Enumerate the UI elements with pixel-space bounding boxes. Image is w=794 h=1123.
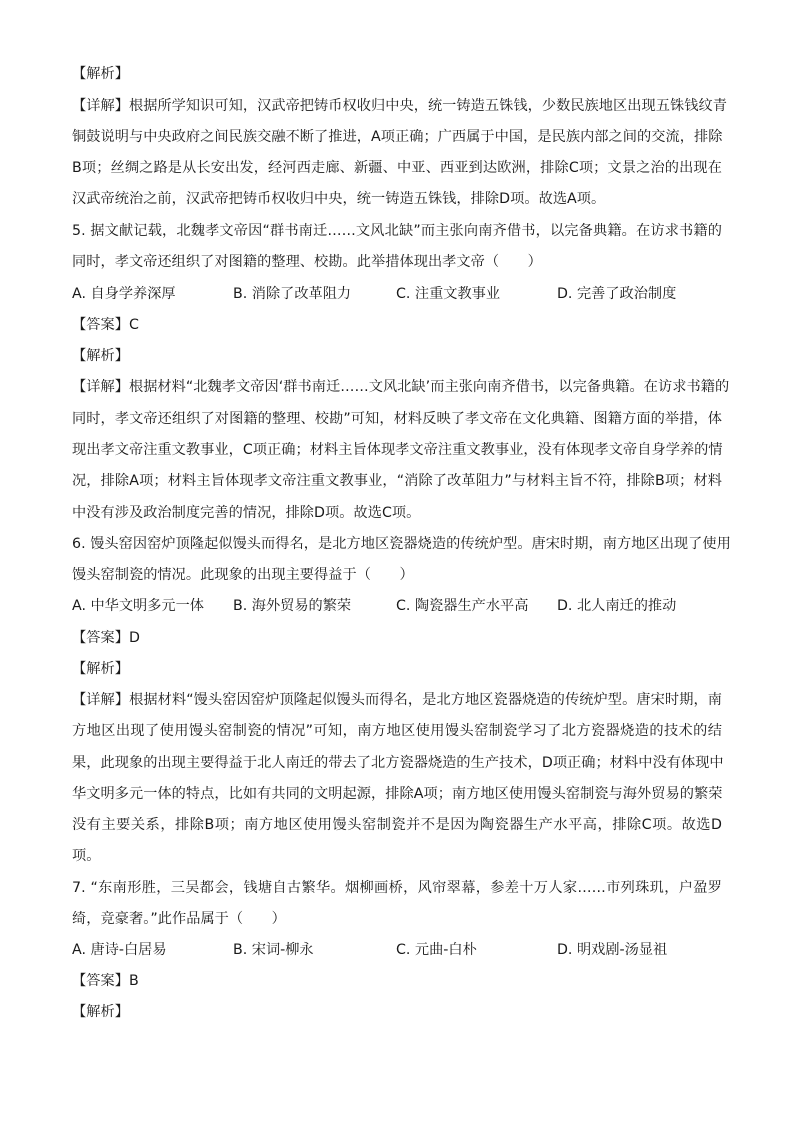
explanation-line: 项。 [72, 848, 101, 864]
question-6-stem-line: 6. 馒头窑因窑炉顶隆起似馒头而得名，是北方地区瓷器烧造的传统炉型。唐宋时期，南方地区出现了使用 [72, 536, 731, 552]
question-7-option-d: D. 明戏剧-汤显祖 [557, 942, 668, 958]
analysis-label: 【解析】 [72, 348, 129, 364]
explanation-line: 方地区出现了使用馒头窑制瓷的情况”可知，南方地区使用馒头窑制瓷学习了北方瓷器烧造的技术的结 [72, 723, 722, 739]
question-6-option-b: B. 海外贸易的繁荣 [233, 598, 352, 614]
question-5-option-c: C. 注重文教事业 [396, 286, 501, 302]
explanation-line: 果，此现象的出现主要得益于北人南迁的带去了北方瓷器烧造的生产技术，D项正确；材料中没有体现中 [72, 755, 724, 771]
question-6-stem-line: 馒头窑制瓷的情况。此现象的出现主要得益于（ ） [72, 567, 414, 583]
explanation-line: 没有主要关系，排除B项；南方地区使用馒头窑制瓷并不是因为陶瓷器生产水平高，排除C项。故选D [72, 817, 722, 833]
explanation-line: 况，排除A项；材料主旨体现孝文帝注重文教事业，“消除了改革阻力”与材料主旨不符，排除B项；材料 [72, 473, 722, 489]
explanation-line: 同时，孝文帝还组织了对图籍的整理、校勘”可知，材料反映了孝文帝在文化典籍、图籍方面的举措，体 [72, 411, 722, 427]
explanation-line: 现出孝文帝注重文教事业，C项正确；材料主旨体现孝文帝注重文教事业，没有体现孝文帝自身学养的情 [72, 442, 723, 458]
explanation-line: 汉武帝统治之前，汉武帝把铸币权收归中央，统一铸造五铢钱，排除D项。故选A项。 [72, 191, 606, 207]
answer-label: 【答案】B [72, 973, 139, 989]
question-7-option-b: B. 宋词-柳永 [233, 942, 314, 958]
answer-label: 【答案】C [72, 317, 139, 333]
question-5-option-b: B. 消除了改革阻力 [233, 286, 352, 302]
question-7-stem-line: 绮，竞豪奢。”此作品属于（ ） [72, 911, 286, 927]
answer-label: 【答案】D [72, 630, 140, 646]
question-5-stem-line: 同时，孝文帝还组织了对图籍的整理、校勘。此举措体现出孝文帝（ ） [72, 254, 542, 270]
question-7-stem-line: 7. “东南形胜，三吴都会，钱塘自古繁华。烟柳画桥，风帘翠幕，参差十万人家……市列珠玑，户盈罗 [72, 880, 722, 896]
analysis-label: 【解析】 [72, 1004, 129, 1020]
question-6-option-d: D. 北人南迁的推动 [557, 598, 677, 614]
analysis-label: 【解析】 [72, 66, 129, 82]
explanation-line: 中没有涉及政治制度完善的情况，排除D项。故选C项。 [72, 505, 421, 521]
explanation-line: 【详解】根据材料“馒头窑因窑炉顶隆起似馒头而得名，是北方地区瓷器烧造的传统炉型。唐宋时期，南 [72, 692, 722, 708]
question-6-option-a: A. 中华文明多元一体 [72, 598, 204, 614]
question-7-option-c: C. 元曲-白朴 [396, 942, 477, 958]
explanation-line: B项；丝绸之路是从长安出发，经河西走廊、新疆、中亚、西亚到达欧洲，排除C项；文景之治的出现在 [72, 160, 722, 176]
question-5-option-a: A. 自身学养深厚 [72, 286, 176, 302]
question-5-option-d: D. 完善了政治制度 [557, 286, 677, 302]
explanation-line: 华文明多元一体的特点，比如有共同的文明起源，排除A项；南方地区使用馒头窑制瓷与海外贸易的繁荣 [72, 786, 723, 802]
question-5-stem-line: 5. 据文献记载，北魏孝文帝因“群书南迁……文风北缺”而主张向南齐借书，以完备典籍。在访求书籍的 [72, 223, 722, 239]
explanation-line: 【详解】根据材料“北魏孝文帝因‘群书南迁……文风北缺’而主张向南齐借书，以完备典籍。在访求书籍的 [72, 379, 730, 395]
explanation-line: 铜鼓说明与中央政府之间民族交融不断了推进，A项正确；广西属于中国，是民族内部之间的交流，排除 [72, 129, 723, 145]
analysis-label: 【解析】 [72, 661, 129, 677]
question-6-option-c: C. 陶瓷器生产水平高 [396, 598, 529, 614]
question-7-option-a: A. 唐诗-白居易 [72, 942, 167, 958]
explanation-line: 【详解】根据所学知识可知，汉武帝把铸币权收归中央，统一铸造五铢钱，少数民族地区出现五铢钱纹青 [72, 98, 727, 114]
